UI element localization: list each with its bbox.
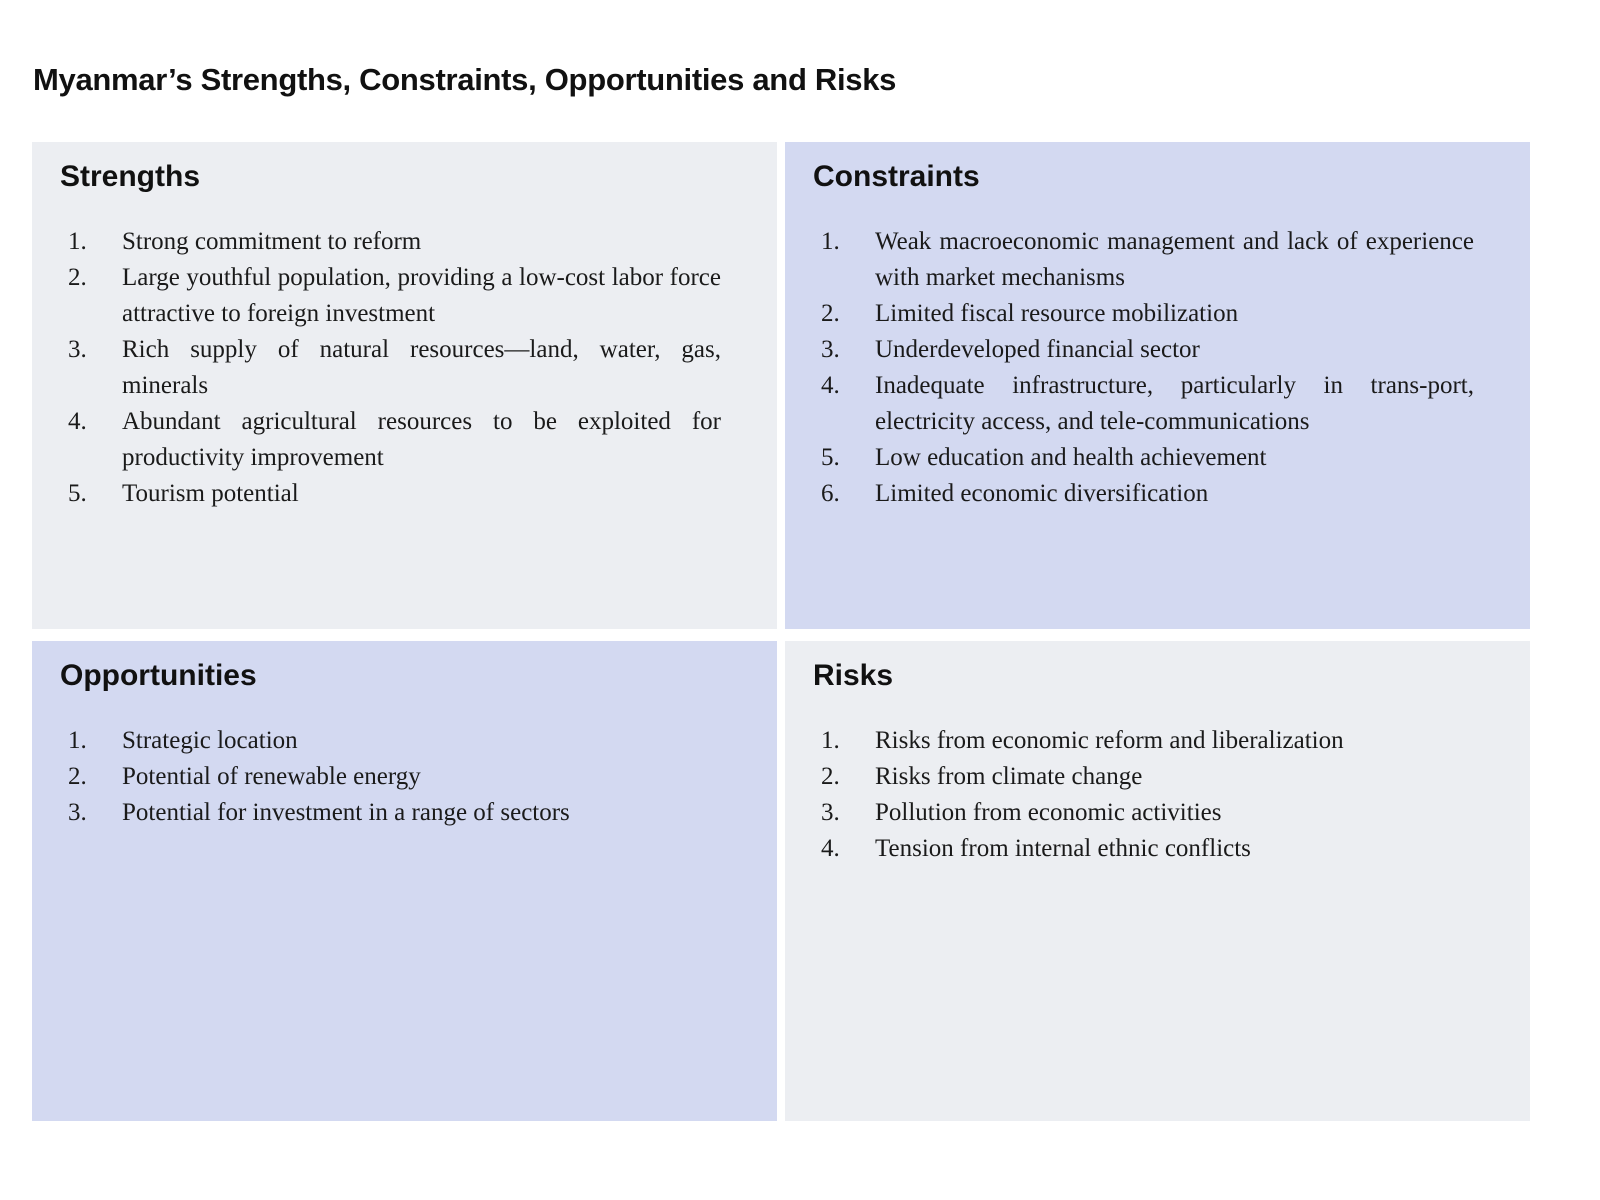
list-item-text: Potential for investment in a range of sectors (122, 799, 570, 826)
strengths-list (60, 224, 749, 512)
list-item-number: 1. (821, 228, 840, 255)
list-item-text: Large youthful population, providing a low-cost labor force attractive to foreign investment (122, 264, 721, 327)
list-item-number: 3. (821, 336, 840, 363)
list-item-number: 2. (68, 763, 87, 790)
list-item (813, 296, 1502, 332)
strengths-quadrant (32, 142, 777, 629)
list-item-text: Strong commitment to reform (122, 228, 422, 255)
list-item-number: 2. (821, 763, 840, 790)
list-item-text: Risks from economic reform and liberalization (875, 727, 1344, 754)
list-item-text: Risks from climate change (875, 763, 1143, 790)
constraints-quadrant (785, 142, 1530, 629)
list-item-number: 3. (68, 336, 87, 363)
risks-list (813, 723, 1502, 867)
list-item (813, 440, 1502, 476)
list-item-text: Pollution from economic activities (875, 799, 1222, 826)
list-item-number: 4. (821, 372, 840, 399)
list-item-number: 6. (821, 480, 840, 507)
risks-heading: Risks (813, 659, 894, 692)
list-item-text: Potential of renewable energy (122, 763, 421, 790)
list-item-text: Tension from internal ethnic conflicts (875, 835, 1251, 862)
list-item-number: 5. (821, 444, 840, 471)
list-item (813, 368, 1502, 440)
list-item-text: Abundant agricultural resources to be exploited for productivity improvement (122, 408, 721, 471)
list-item (813, 332, 1502, 368)
list-item-number: 2. (68, 264, 87, 291)
list-item-text: Inadequate infrastructure, particularly in trans-port, electricity access, and tele-communications (875, 372, 1474, 435)
list-item (60, 332, 749, 404)
list-item-number: 3. (821, 799, 840, 826)
list-item-number: 1. (68, 727, 87, 754)
list-item-number: 5. (68, 480, 87, 507)
list-item (813, 759, 1502, 795)
risks-quadrant (785, 641, 1530, 1121)
list-item (60, 723, 749, 759)
list-item (813, 476, 1502, 512)
list-item-text: Rich supply of natural resources—land, water, gas, minerals (122, 336, 721, 399)
list-item-text: Strategic location (122, 727, 298, 754)
constraints-list (813, 224, 1502, 512)
opportunities-quadrant (32, 641, 777, 1121)
list-item (60, 759, 749, 795)
list-item (60, 476, 749, 512)
list-item (813, 723, 1502, 759)
list-item (60, 224, 749, 260)
list-item-number: 4. (821, 835, 840, 862)
list-item-text: Low education and health achievement (875, 444, 1267, 471)
list-item (813, 831, 1502, 867)
list-item-text: Tourism potential (122, 480, 299, 507)
page-title: Myanmar’s Strengths, Constraints, Opportunities and Risks (33, 62, 897, 97)
opportunities-heading: Opportunities (60, 659, 257, 692)
strengths-heading: Strengths (60, 160, 201, 193)
list-item (60, 260, 749, 332)
list-item-text: Limited economic diversification (875, 480, 1209, 507)
opportunities-list (60, 723, 749, 831)
list-item-number: 3. (68, 799, 87, 826)
list-item-text: Weak macroeconomic management and lack of experience with market mechanisms (875, 228, 1474, 291)
list-item (60, 795, 749, 831)
list-item-number: 2. (821, 300, 840, 327)
list-item-number: 1. (68, 228, 87, 255)
list-item (813, 224, 1502, 296)
list-item (813, 795, 1502, 831)
list-item-text: Limited fiscal resource mobilization (875, 300, 1239, 327)
list-item-number: 1. (821, 727, 840, 754)
list-item (60, 404, 749, 476)
list-item-number: 4. (68, 408, 87, 435)
list-item-text: Underdeveloped financial sector (875, 336, 1200, 363)
constraints-heading: Constraints (813, 160, 980, 193)
